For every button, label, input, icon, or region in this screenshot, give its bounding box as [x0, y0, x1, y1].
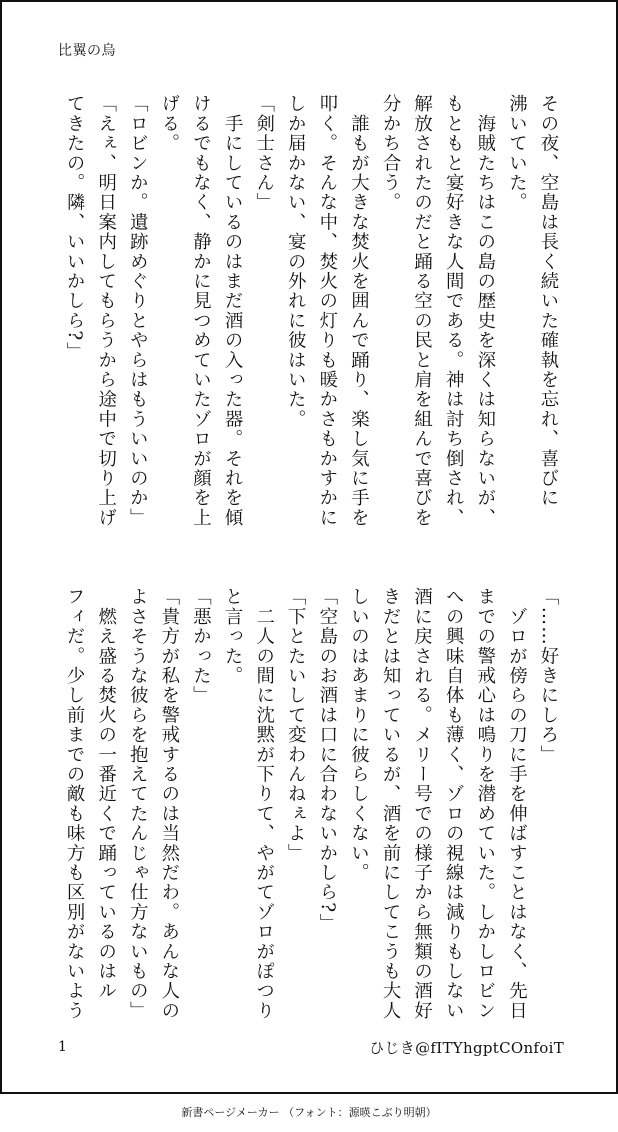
text-line: けるでもなく、静かに見つめていたゾロが顔を上: [190, 94, 212, 528]
text-line: げる。: [158, 94, 180, 154]
text-line: 「剣士さん」: [253, 94, 275, 213]
text-line: 沸いていた。: [506, 94, 528, 213]
text-line: 「ロビンか。遺跡めぐりとやらはもういいのか」: [127, 94, 149, 528]
text-line: しいのはあまりに彼らしくない。: [348, 587, 370, 883]
text-line: 海賊たちはこの島の歴史を深くは知らないが、: [474, 94, 496, 528]
generator-credit: 新書ページメーカー （フォント：源暎こぶり明朝）: [181, 1106, 437, 1119]
text-line: への興味自体も薄く、ゾロの視線は減りもしない: [443, 587, 465, 1021]
book-title: 比翼の烏: [58, 43, 116, 59]
text-line: 「……好きにしろ」: [538, 587, 559, 765]
text-line: よさそうな彼らを抱えてたんじゃ仕方ないもの」: [127, 587, 149, 1021]
text-line: までの警戒心は鳴りを潜めていた。しかしロビン: [474, 587, 496, 1021]
text-line: ゾロが傍らの刀に手を伸ばすことはなく、先日: [506, 587, 528, 1021]
author-credit: ひじき@fITYhgptCOnfoiT: [369, 1039, 564, 1057]
text-line: 手にしているのはまだ酒の入った器。それを傾: [222, 94, 244, 528]
text-line: 叩く。そんな中、焚火の灯りも暖かさもかすかに: [316, 94, 338, 528]
text-line: 「悪かった」: [190, 587, 212, 706]
text-line: 分かち合う。: [380, 94, 402, 213]
lower-text-block: [40, 587, 564, 1027]
text-line: しか届かない、宴の外れに彼はいた。: [285, 94, 307, 429]
text-line: もともと宴好きな人間である。神は討ち倒され、: [443, 94, 465, 528]
page-number: 1: [58, 1039, 67, 1055]
text-line: 「えぇ、明日案内してもらうから途中で切り上げ: [95, 94, 117, 528]
text-line: フィだ。少し前までの敵も味方も区別がないよう: [64, 587, 86, 1021]
text-line: 「貴方が私を警戒するのは当然だわ。あんな人の: [158, 587, 180, 1021]
text-line: 酒に戻される。メリー号での様子から無類の酒好: [411, 587, 433, 1021]
text-line: てきたの。隣、いいかしら?」: [64, 94, 86, 362]
text-line: 二人の間に沈黙が下りて、やがてゾロがぽつり: [253, 587, 275, 1021]
upper-text-block: [40, 94, 564, 554]
text-line: その夜、空島は長く続いた確執を忘れ、喜びに: [538, 94, 559, 508]
text-line: 誰もが大きな焚火を囲んで踊り、楽し気に手を: [348, 94, 370, 528]
text-line: と言った。: [222, 587, 244, 686]
text-line: 「空島のお酒は口に合わないかしら?」: [316, 587, 338, 934]
text-line: 解放されたのだと踊る空の民と肩を組んで喜びを: [411, 94, 433, 528]
text-line: 燃え盛る焚火の一番近くで踊っているのはル: [95, 587, 117, 1001]
text-line: 「下とたいして変わんねぇよ」: [285, 587, 307, 863]
text-line: きだとは知っているが、酒を前にしてこうも大人: [380, 587, 402, 1021]
